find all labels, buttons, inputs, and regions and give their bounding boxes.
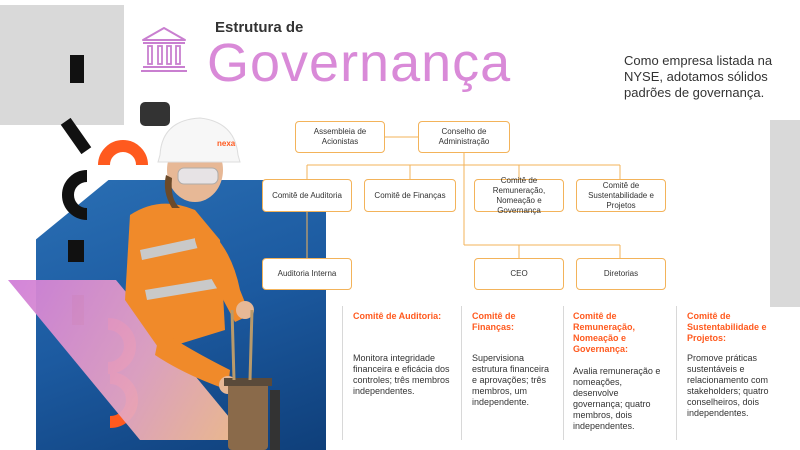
org-box-comite-remuneracao: Comitê de Remuneração, Nomeação e Governança — [474, 179, 564, 212]
org-box-comite-auditoria: Comitê de Auditoria — [262, 179, 352, 212]
helmet-logo: nexa — [217, 139, 236, 148]
committee-description: Avalia remuneração e nomeações, desenvolve governança; quatro membros, dois independentes. — [573, 366, 661, 431]
committee-auditoria-column — [353, 311, 453, 440]
committee-description: Promove práticas sustentáveis e relacionamento com stakeholders; quatro conselheiros, dois independentes. — [687, 353, 769, 418]
column-divider — [342, 306, 343, 440]
org-box-ceo: CEO — [474, 258, 564, 290]
org-box-diretorias: Diretorias — [576, 258, 666, 290]
page-subtitle: Estrutura de — [215, 19, 304, 36]
org-box-assembleia: Assembleia de Acionistas — [295, 121, 385, 153]
committee-title: Comitê de Auditoria: — [353, 311, 442, 321]
org-box-conselho: Conselho de Administração — [418, 121, 510, 153]
committee-title: Comitê de Remuneração, Nomeação e Governança: — [573, 311, 636, 354]
committee-financas-column — [472, 311, 556, 440]
column-divider — [461, 306, 462, 440]
committee-remuneracao-column — [573, 311, 669, 440]
org-box-comite-sustentabilidade: Comitê de Sustentabilidade e Projetos — [576, 179, 666, 212]
committee-description: Supervisiona estrutura financeira e aprovações; três membros, um independente. — [472, 353, 550, 407]
org-box-comite-financas: Comitê de Finanças — [364, 179, 456, 212]
column-divider — [563, 306, 564, 440]
org-box-auditoria-interna: Auditoria Interna — [262, 258, 352, 290]
committee-title: Comitê de Sustentabilidade e Projetos: — [687, 311, 767, 343]
committee-title: Comitê de Finanças: — [472, 311, 516, 332]
intro-text: Como empresa listada na NYSE, adotamos sólidos padrões de governança. — [624, 53, 773, 100]
committee-description: Monitora integridade financeira e eficácia dos controles; três membros independentes. — [353, 353, 450, 396]
committee-sustentabilidade-column — [687, 311, 777, 440]
column-divider — [676, 306, 677, 440]
page-title: Governança — [207, 33, 512, 93]
